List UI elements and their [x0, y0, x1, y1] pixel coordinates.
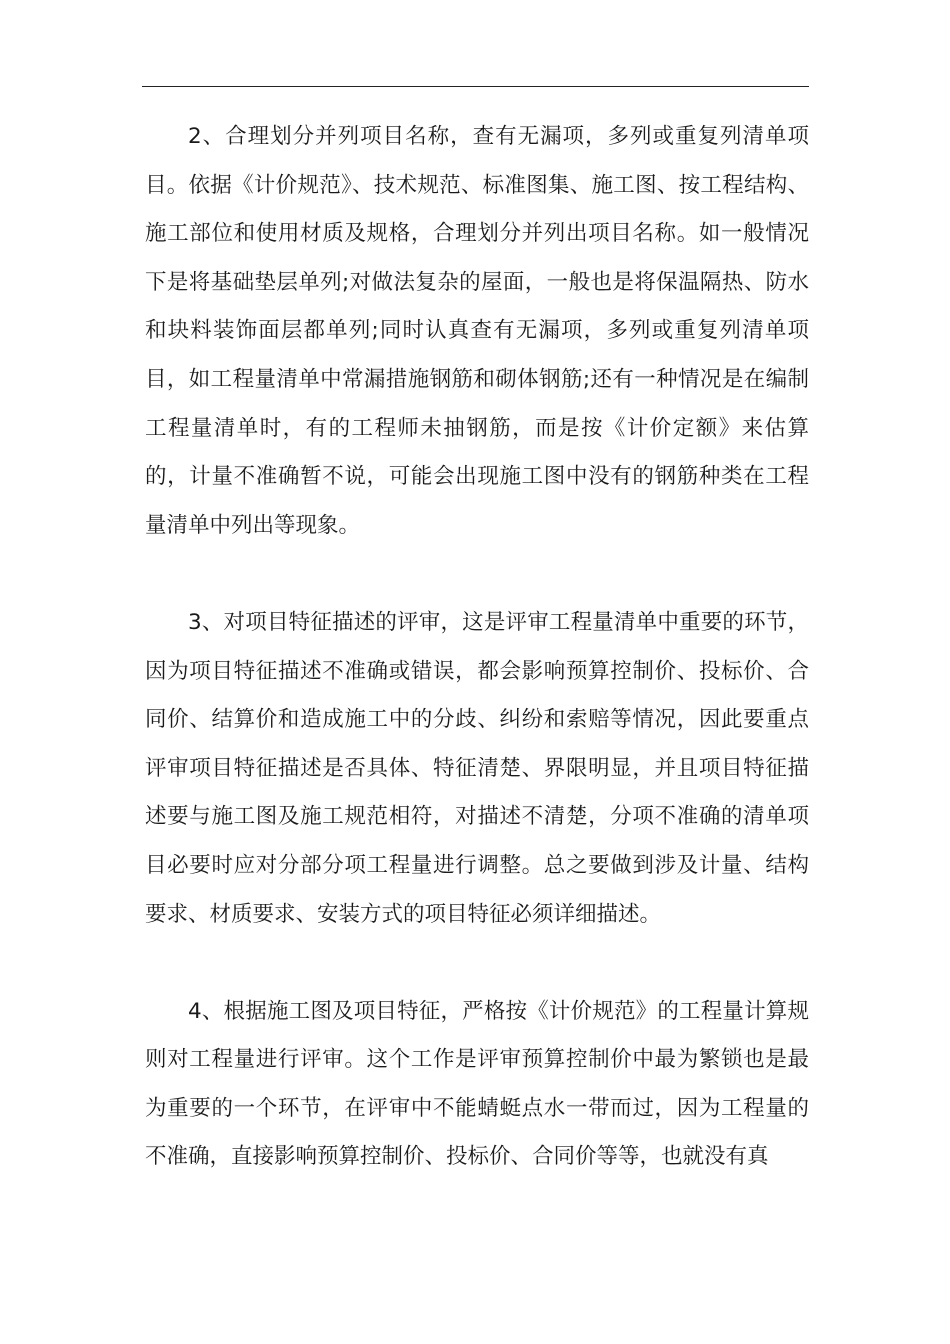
header-divider: [142, 86, 809, 87]
paragraph-item-2: 2、合理划分并列项目名称，查有无漏项，多列或重复列清单项目。依据《计价规范》、技术规范、标准图集、施工图、按工程结构、施工部位和使用材质及规格，合理划分并列出项目名称。如一般情况下是将基础垫层单列;对做法复杂的屋面，一般也是将保温隔热、防水和块料装饰面层都单列;同时认真查有无漏项，多列或重复列清单项目，如工程量清单中常漏措施钢筋和砌体钢筋;还有一种情况是在编制工程量清单时，有的工程师未抽钢筋，而是按《计价定额》来估算的，计量不准确暂不说，可能会出现施工图中没有的钢筋种类在工程量清单中列出等现象。: [145, 124, 809, 538]
paragraph-item-4: 4、根据施工图及项目特征，严格按《计价规范》的工程量计算规则对工程量进行评审。这个工作是评审预算控制价中最为繁锁也是最为重要的一个环节，在评审中不能蜻蜓点水一带而过，因为工程量的不准确，直接影响预算控制价、投标价、合同价等等，也就没有真: [145, 998, 809, 1170]
document-body: [145, 113, 809, 1182]
paragraph-item-3: 3、对项目特征描述的评审，这是评审工程量清单中重要的环节，因为项目特征描述不准确或错误，都会影响预算控制价、投标价、合同价、结算价和造成施工中的分歧、纠纷和索赔等情况，因此要重点评审项目特征描述是否具体、特征清楚、界限明显，并且项目特征描述要与施工图及施工规范相符，对描述不清楚，分项不准确的清单项目必要时应对分部分项工程量进行调整。总之要做到涉及计量、结构要求、材质要求、安装方式的项目特征必须详细描述。: [145, 609, 809, 927]
